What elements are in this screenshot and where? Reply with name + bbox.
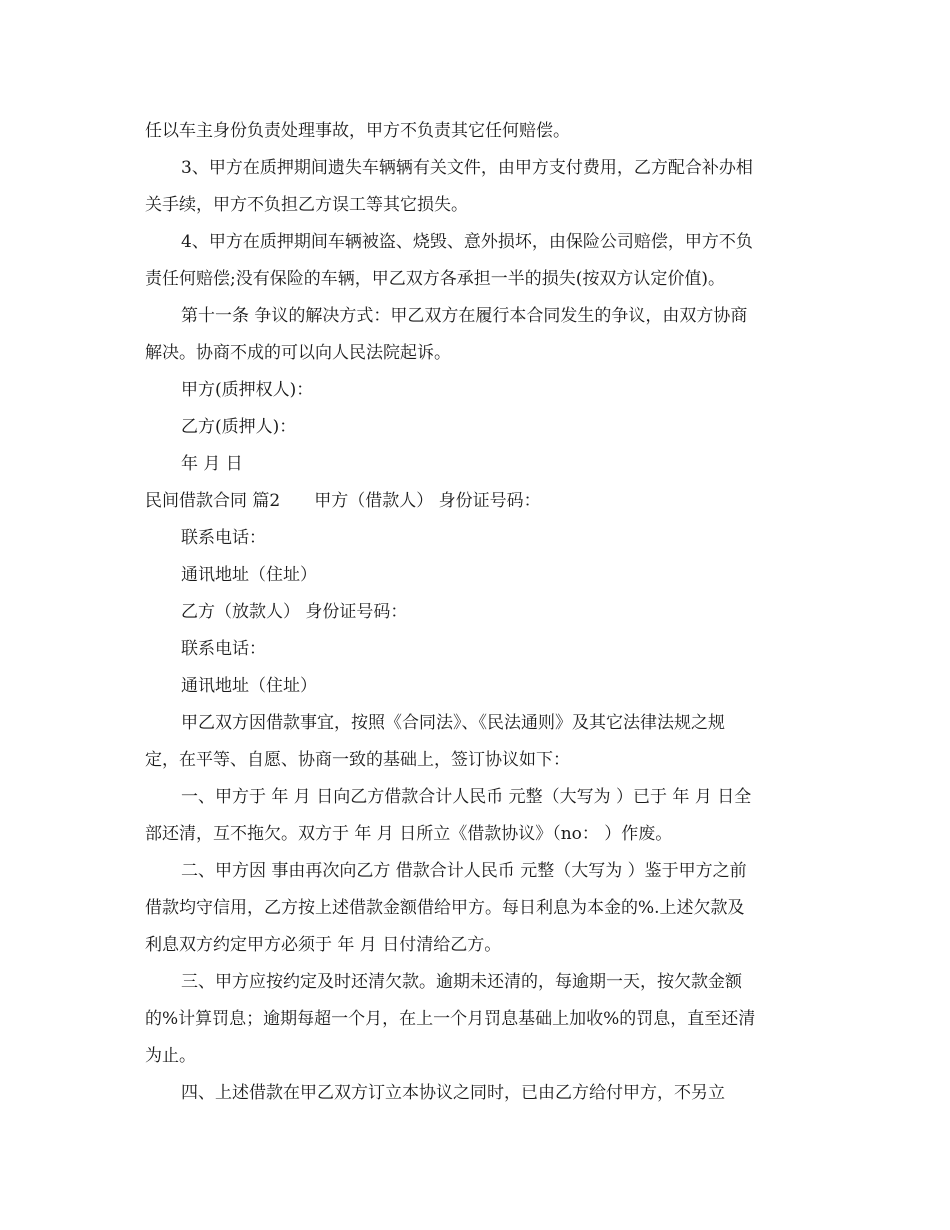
text-line: 联系电话： [181, 528, 266, 548]
text-line: 联系电话： [181, 639, 266, 659]
text-line: 四、上述借款在甲乙双方订立本协议之同时，已由乙方给付甲方，不另立 [181, 1083, 725, 1103]
text-line: 通讯地址（住址） [181, 676, 317, 696]
text-line: 解决。协商不成的可以向人民法院起诉。 [145, 343, 451, 363]
text-line: 借款均守信用，乙方按上述借款金额借给甲方。每日利息为本金的%.上述欠款及 [145, 898, 745, 918]
text-line: 甲方(质押权人)： [181, 380, 314, 400]
text-line: 利息双方约定甲方必须于 年 月 日付清给乙方。 [145, 935, 502, 955]
text-line: 部还清，互不拖欠。双方于 年 月 日所立《借款协议》（no： ）作废。 [145, 824, 673, 844]
text-line: 责任何赔偿;没有保险的车辆，甲乙双方各承担一半的损失(按双方认定价值)。 [145, 269, 725, 289]
text-line: 乙方（放款人） 身份证号码： [181, 602, 408, 622]
text-line: 第十一条 争议的解决方式：甲乙双方在履行本合同发生的争议，由双方协商 [181, 306, 748, 326]
text-line: 关手续，甲方不负担乙方误工等其它损失。 [145, 195, 468, 215]
text-line: 三、甲方应按约定及时还清欠款。逾期未还清的，每逾期一天，按欠款金额 [181, 972, 742, 992]
text-line: 任以车主身份负责处理事故，甲方不负责其它任何赔偿。 [145, 121, 570, 141]
text-line: 的%计算罚息；逾期每超一个月，在上一个月罚息基础上加收%的罚息，直至还清 [145, 1009, 756, 1029]
document-body [145, 113, 807, 1112]
text-line: 民间借款合同 篇2 甲方（借款人） 身份证号码： [145, 491, 541, 511]
text-line: 年 月 日 [181, 454, 243, 474]
text-line: 为止。 [145, 1046, 196, 1066]
text-line: 3、甲方在质押期间遗失车辆辆有关文件，由甲方支付费用，乙方配合补办相 [181, 158, 753, 178]
text-line: 乙方(质押人)： [181, 417, 297, 437]
text-line: 一、甲方于 年 月 日向乙方借款合计人民币 元整（大写为 ）已于 年 月 日全 [181, 787, 752, 807]
text-line: 通讯地址（住址） [181, 565, 317, 585]
text-line: 二、甲方因 事由再次向乙方 借款合计人民币 元整（大写为 ）鉴于甲方之前 [181, 861, 747, 881]
text-line: 4、甲方在质押期间车辆被盗、烧毁、意外损坏，由保险公司赔偿，甲方不负 [181, 232, 753, 252]
text-line: 定，在平等、自愿、协商一致的基础上，签订协议如下： [145, 750, 570, 770]
text-line: 甲乙双方因借款事宜，按照《合同法》、《民法通则》及其它法律法规之规 [181, 713, 725, 733]
